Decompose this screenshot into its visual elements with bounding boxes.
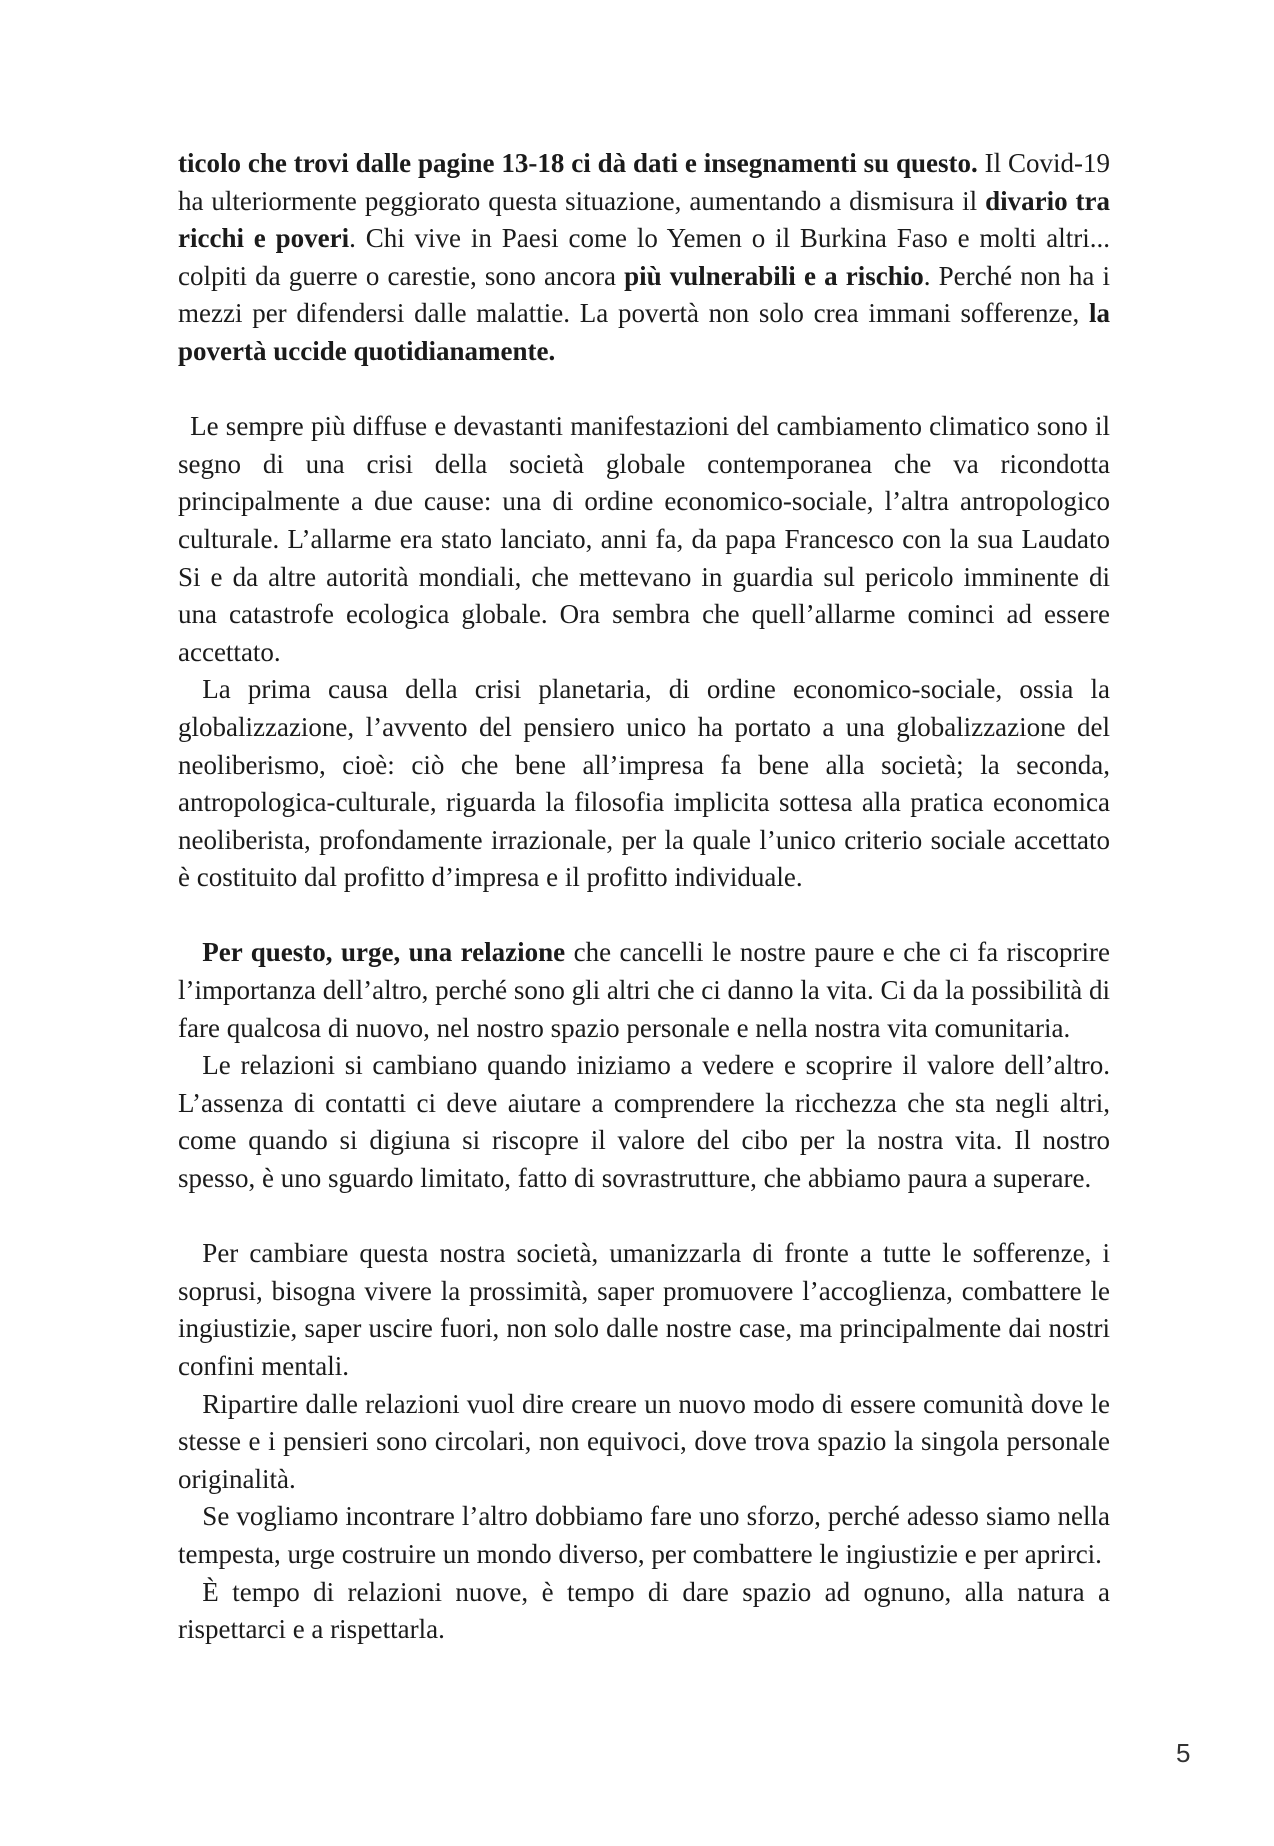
paragraph-9 [178,1574,1110,1649]
page-number: 5 [1176,1738,1191,1768]
text-run: È tempo di relazioni nuove, è tempo di dare spazio ad ognuno, alla natura a rispettarci e a rispettarla. [178,1576,1110,1645]
paragraph-2 [178,408,1110,671]
text-run: . Perché non ha i mezzi per difendersi dalle malattie. La povertà non solo crea immani sofferenze, [178,260,1110,329]
paragraph-6 [178,1235,1110,1385]
paragraph-3 [178,671,1110,897]
bold-text-run: ticolo che trovi dalle pagine 13-18 ci dà dati e insegnamenti su questo. [178,148,978,178]
bold-text-run: divario tra ricchi e poveri [178,185,1111,254]
bold-text-run: Per questo, urge, una relazione [202,937,566,968]
text-run: . Chi vive in Paesi come lo Yemen o il Burkina Faso e molti altri... colpiti da guerre o carestie, sono ancora [178,223,1110,291]
text-run: Per cambiare questa nostra società, umanizzarla di fronte a tutte le sofferenze, i soprusi, bisogna vivere la prossimità, saper promuovere l’accoglienza, combattere le ingiustizie, saper uscire fuori, non solo dalle nostre case, ma principalmente dai nostri confini mentali. [178,1238,1110,1381]
bold-text-run: più vulnerabili e a rischio [624,260,924,291]
text-run: La prima causa della crisi planetaria, di ordine economico-sociale, ossia la globalizzazione, l’avvento del pensiero unico ha portato a una globalizzazione del neoliberismo, cioè: ciò che bene all’impresa fa bene alla società; la seconda, antropologica-culturale, riguarda la filosofia implicita sottesa alla pratica economica neoliberista, profondamente irrazionale, per la quale l’unico criterio sociale accettato è costituito dal profitto d’impresa e il profitto individuale. [178,674,1110,893]
body-text [178,145,1110,1649]
text-run: che cancelli le nostre paure e che ci fa riscoprire l’importanza dell’altro, perché sono gli altri che ci danno la vita. Ci da la possibilità di fare qualcosa di nuovo, nel nostro spazio personale e nella nostra vita comunitaria. [178,937,1110,1043]
paragraph-1 [178,145,1110,371]
paragraph-7 [178,1386,1110,1499]
paragraph-5 [178,1047,1110,1197]
text-run: Ripartire dalle relazioni vuol dire creare un nuovo modo di essere comunità dove le stesse e i pensieri sono circolari, non equivoci, dove trova spazio la singola personale originalità. [178,1388,1110,1494]
bold-text-run: la povertà uccide quotidianamente. [178,298,1110,366]
text-run: Se vogliamo incontrare l’altro dobbiamo fare uno sforzo, perché adesso siamo nella tempesta, urge costruire un mondo diverso, per combattere le ingiustizie e per aprirci. [178,1501,1110,1569]
paragraph-8 [178,1498,1110,1573]
text-run: Le relazioni si cambiano quando iniziamo a vedere e scoprire il valore dell’altro. L’assenza di contatti ci deve aiutare a comprendere la ricchezza che sta negli altri, come quando si digiuna si riscopre il valore del cibo per la nostra vita. Il nostro spesso, è uno sguardo limitato, fatto di sovrastrutture, che abbiamo paura a superare. [178,1050,1110,1194]
paragraph-4 [178,934,1110,1047]
text-run: Le sempre più diffuse e devastanti manifestazioni del cambiamento climatico sono il segno di una crisi della società globale contemporanea che va ricondotta principalmente a due cause: una di ordine economico-sociale, l’altra antropologico culturale. L’allarme era stato lanciato, anni fa, da papa Francesco con la sua Laudato Si e da altre autorità mondiali, che mettevano in guardia sul pericolo imminente di una catastrofe ecologica globale. Ora sembra che quell’allarme cominci ad essere accettato. [178,411,1110,667]
text-run: Il Covid-19 ha ulteriormente peggiorato questa situazione, aumentando a dismisura il [178,148,1110,216]
